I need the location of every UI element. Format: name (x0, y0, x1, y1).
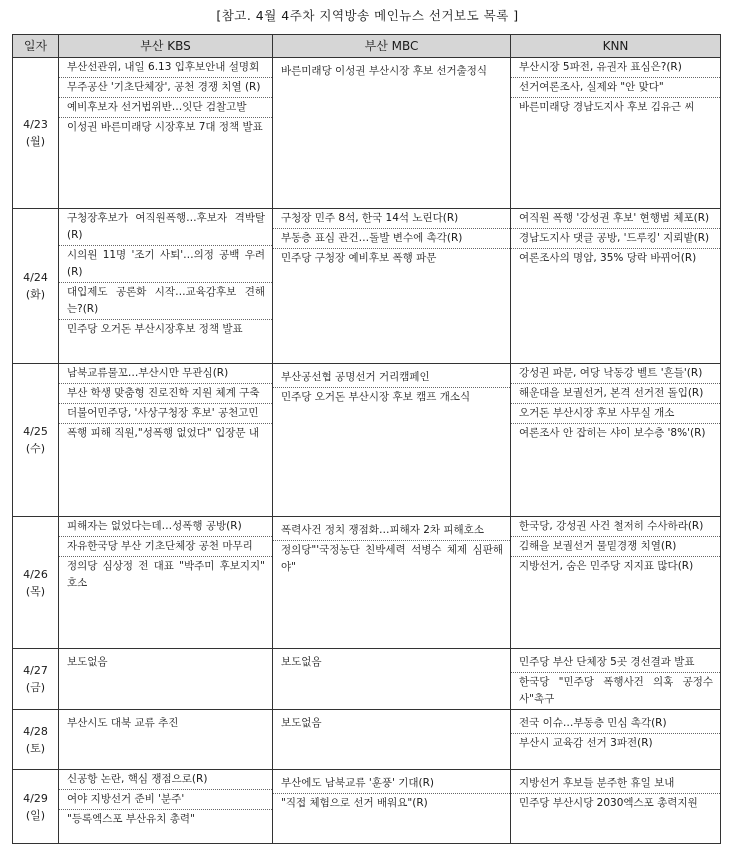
date-cell (13, 58, 59, 209)
mbc-news-item: 폭력사건 정치 쟁점화…피해자 2차 피해호소 (273, 521, 510, 541)
table-row (13, 58, 721, 209)
mbc-news-item: 보도없음 (281, 717, 322, 729)
date-label: 4/24 (23, 271, 48, 284)
mbc-news-item: 부동층 표심 관건…돌발 변수에 촉각(R) (273, 229, 510, 249)
kbs-news-item: 피해자는 없었다는데…성폭행 공방(R) (59, 517, 272, 537)
date-cell (13, 770, 59, 844)
knn-cell (511, 58, 721, 209)
date-label: 4/23 (23, 118, 48, 131)
kbs-news-item: 부산시도 대북 교류 추진 (67, 717, 179, 729)
mbc-news-item: 민주당 구청장 예비후보 폭행 파문 (281, 252, 437, 264)
mbc-news-item: 보도없음 (281, 656, 322, 668)
kbs-cell (59, 364, 273, 517)
kbs-news-item: 대입제도 공론화 시작…교육감후보 견해는?(R) (59, 283, 272, 320)
kbs-news-item: 민주당 오거돈 부산시장후보 정책 발표 (67, 323, 243, 335)
mbc-cell (273, 517, 511, 649)
weekday-label: (수) (25, 442, 46, 455)
weekday-label: (목) (25, 584, 46, 598)
knn-news-item: 민주당 부산 단체장 5곳 경선결과 발표 (511, 653, 720, 673)
knn-news-item: 바른미래당 경남도지사 후보 김유근 씨 (519, 101, 695, 113)
kbs-news-item: 자유한국당 부산 기초단체장 공천 마무리 (59, 537, 272, 557)
kbs-news-item: 부산 학생 맞춤형 진로진학 지원 체계 구축 (59, 384, 272, 404)
date-label: 4/26 (23, 567, 48, 581)
date-cell (13, 649, 59, 710)
knn-cell (511, 517, 721, 649)
date-label: 4/29 (23, 791, 48, 805)
date-cell (13, 209, 59, 364)
kbs-news-item: 시의원 11명 '조기 사퇴'…의정 공백 우려(R) (59, 246, 272, 283)
mbc-news-item: "직접 체험으로 선거 배워요"(R) (281, 797, 428, 809)
date-label: 4/27 (23, 664, 48, 677)
weekday-label: (월) (25, 135, 46, 148)
knn-news-item: 지방선거, 숨은 민주당 지지표 많다(R) (519, 560, 694, 572)
knn-news-item: 한국당, 강성권 사건 철저히 수사하라(R) (511, 517, 720, 537)
mbc-news-item: 민주당 오거돈 부산시장 후보 캠프 개소식 (281, 391, 471, 403)
kbs-news-item: 구청장후보가 여직원폭행…후보자 격박탈(R) (59, 209, 272, 246)
knn-cell (511, 710, 721, 770)
mbc-news-item: 구청장 민주 8석, 한국 14석 노린다(R) (273, 209, 510, 229)
weekday-label: (금) (25, 681, 46, 694)
mbc-cell (273, 209, 511, 364)
date-cell (13, 517, 59, 649)
knn-news-item: 여론조사의 명암, 35% 당락 바뀌어(R) (519, 252, 697, 264)
header-busan-mbc: 부산 MBC (273, 35, 511, 58)
document-title: [참고. 4월 4주차 지역방송 메인뉴스 선거보도 목록 ] (216, 8, 519, 23)
mbc-cell (273, 710, 511, 770)
kbs-news-item: 무주공산 '기초단체장', 공천 경쟁 치열 (R) (59, 78, 272, 98)
kbs-news-item: 신공항 논란, 핵심 쟁점으로(R) (59, 770, 272, 790)
knn-cell (511, 209, 721, 364)
kbs-news-item: 보도없음 (67, 656, 108, 668)
knn-cell (511, 364, 721, 517)
table-row (13, 710, 721, 770)
header-row (13, 35, 721, 58)
kbs-cell (59, 649, 273, 710)
date-label: 4/25 (23, 425, 48, 438)
knn-news-item: 경남도지사 댓글 공방, '드루킹' 지뢰밭(R) (511, 229, 720, 249)
knn-news-item: 전국 이슈…부동층 민심 촉각(R) (511, 714, 720, 734)
kbs-cell (59, 710, 273, 770)
kbs-news-item: 남북교류물꼬…부산시만 무관심(R) (59, 364, 272, 384)
date-cell (13, 364, 59, 517)
header-date: 일자 (13, 35, 59, 58)
table-body (13, 58, 721, 844)
knn-news-item: 강성권 파문, 여당 낙동강 벨트 '흔들'(R) (511, 364, 720, 384)
weekday-label: (일) (25, 808, 46, 822)
knn-news-item: 김해을 보궐선거 물밑경쟁 치열(R) (511, 537, 720, 557)
kbs-news-item: 예비후보자 선거법위반…잇단 검찰고발 (59, 98, 272, 118)
knn-news-item: 여직원 폭행 '강성권 후보' 현행범 체포(R) (511, 209, 720, 229)
table-row (13, 209, 721, 364)
kbs-cell (59, 517, 273, 649)
kbs-news-item: 이성권 바른미래당 시장후보 7대 정책 발표 (67, 121, 263, 133)
mbc-cell (273, 770, 511, 844)
knn-news-item: 지방선거 후보들 분주한 휴일 보내 (511, 774, 720, 794)
kbs-cell (59, 209, 273, 364)
kbs-news-item: 여야 지방선거 준비 '분주' (59, 790, 272, 810)
kbs-news-item: "등록엑스포 부산유치 총력" (67, 813, 195, 825)
kbs-news-item: 정의당 심상정 전 대표 "박주미 후보지지" 호소 (67, 560, 265, 589)
mbc-news-item: 부산에도 남북교류 '훈풍' 기대(R) (273, 774, 510, 794)
mbc-cell (273, 364, 511, 517)
weekday-label: (토) (25, 741, 46, 755)
knn-news-item: 부산시장 5파전, 유권자 표심은?(R) (511, 58, 720, 78)
kbs-news-item: 더불어민주당, '사상구청장 후보' 공천고민 (59, 404, 272, 424)
mbc-news-item: 정의당"'국정농단 친박세력 석병수 체제 심판해야" (281, 544, 503, 573)
mbc-news-item: 부산공선협 공명선거 거리캠페인 (273, 368, 510, 388)
mbc-cell (273, 649, 511, 710)
header-busan-kbs: 부산 KBS (59, 35, 273, 58)
news-table (12, 34, 721, 844)
kbs-news-item: 부산선관위, 내일 6.13 입후보안내 설명회 (59, 58, 272, 78)
kbs-cell (59, 58, 273, 209)
weekday-label: (화) (25, 288, 46, 301)
table-row (13, 770, 721, 844)
table-row (13, 649, 721, 710)
knn-news-item: 민주당 부산시당 2030엑스포 총력지원 (519, 797, 698, 809)
date-cell (13, 710, 59, 770)
date-label: 4/28 (23, 724, 48, 738)
knn-cell (511, 770, 721, 844)
knn-news-item: 해운대을 보궐선거, 본격 선거전 돌입(R) (511, 384, 720, 404)
knn-news-item: 부산시 교육감 선거 3파전(R) (519, 737, 653, 749)
knn-news-item: 한국당 "민주당 폭행사건 의혹 공정수사"촉구 (519, 676, 713, 705)
header-knn: KNN (511, 35, 721, 58)
knn-news-item: 선거여론조사, 실제와 "안 맞다" (511, 78, 720, 98)
kbs-cell (59, 770, 273, 844)
table-row (13, 517, 721, 649)
knn-news-item: 오거돈 부산시장 후보 사무실 개소 (511, 404, 720, 424)
knn-news-item: 여론조사 안 잡히는 샤이 보수층 '8%'(R) (519, 427, 706, 439)
table-row (13, 364, 721, 517)
knn-cell (511, 649, 721, 710)
mbc-cell (273, 58, 511, 209)
mbc-news-item: 바른미래당 이성권 부산시장 후보 선거출정식 (281, 65, 488, 77)
kbs-news-item: 폭행 피해 직원,"성폭행 없었다" 입장문 내 (67, 427, 259, 439)
